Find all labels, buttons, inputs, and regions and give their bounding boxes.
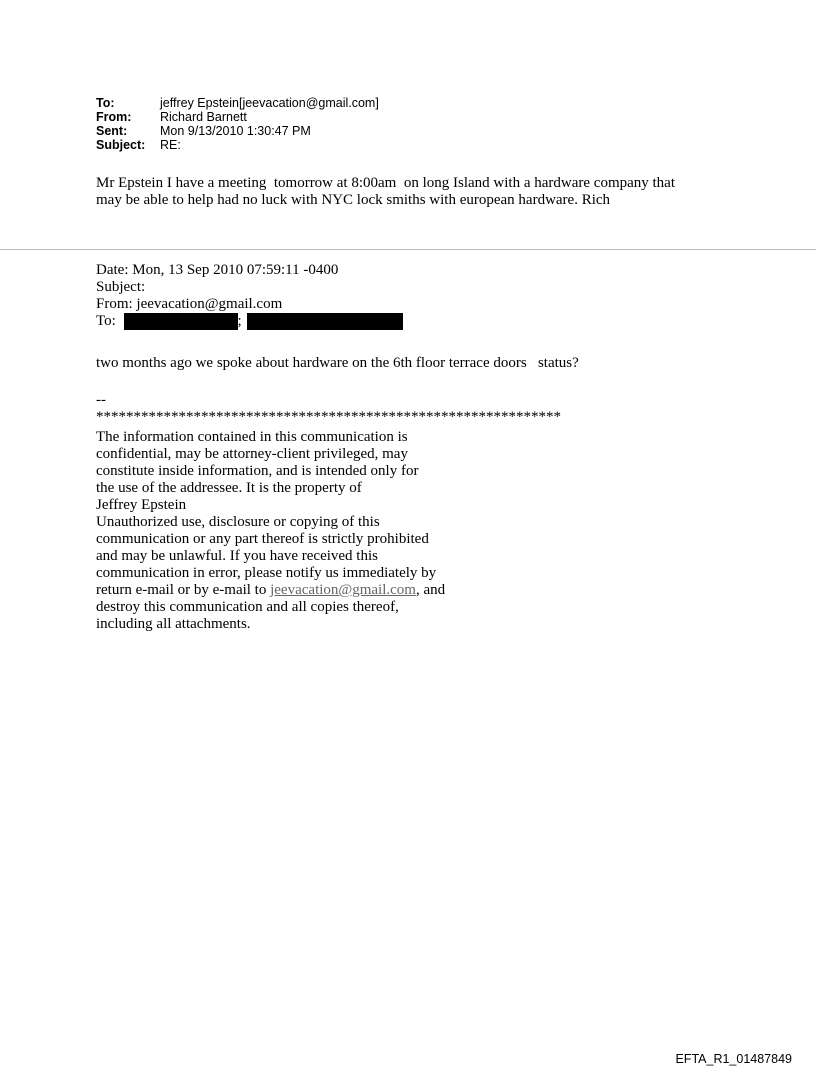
disclaimer-line: the use of the addressee. It is the property of — [96, 480, 362, 496]
sent-label: Sent: — [96, 124, 128, 138]
signature-stars: ************************************************************** — [96, 409, 561, 425]
forwarded-header — [96, 262, 403, 330]
disclaimer-line: The information contained in this communication is — [96, 429, 408, 445]
signature-block — [96, 392, 561, 426]
sent-value: Mon 9/13/2010 1:30:47 PM — [160, 124, 311, 138]
header-sent-row — [96, 124, 379, 138]
to-value: jeffrey Epstein[jeevacation@gmail.com] — [160, 96, 379, 110]
disclaimer-link-line — [96, 582, 516, 599]
header-subject-row — [96, 138, 379, 152]
disclaimer-line: Jeffrey Epstein — [96, 497, 187, 513]
divider — [0, 249, 816, 250]
disclaimer-line: communication or any part thereof is strictly prohibited — [96, 531, 429, 547]
disclaimer — [96, 429, 516, 633]
forwarded-to-row — [96, 313, 403, 330]
disclaimer-suffix: , and — [415, 582, 446, 598]
subject-label: Subject: — [96, 138, 146, 152]
forwarded-date: Date: Mon, 13 Sep 2010 07:59:11 -0400 — [96, 262, 339, 278]
to-separator: ; — [237, 313, 242, 329]
signature-dashes: -- — [96, 392, 106, 408]
disclaimer-line: communication in error, please notify us immediately by — [96, 565, 437, 581]
disclaimer-line: Unauthorized use, disclosure or copying of this — [96, 514, 380, 530]
disclaimer-line: constitute inside information, and is intended only for — [96, 463, 419, 479]
disclaimer-line: including all attachments. — [96, 616, 251, 632]
header-to-row — [96, 96, 379, 110]
reply-line: Mr Epstein I have a meeting tomorrow at 8:00am on long Island with a hardware company that — [96, 175, 676, 191]
redaction-box — [247, 313, 403, 330]
reply-line: may be able to help had no luck with NYC lock smiths with european hardware. Rich — [96, 192, 611, 208]
disclaimer-line: confidential, may be attorney-client privileged, may — [96, 446, 408, 462]
forwarded-to-label: To: — [96, 313, 116, 329]
header-from-row — [96, 110, 379, 124]
forwarded-message: two months ago we spoke about hardware on the 6th floor terrace doors status? — [96, 355, 579, 371]
email-link[interactable]: jeevacation@gmail.com — [270, 582, 416, 598]
forwarded-subject: Subject: — [96, 279, 146, 295]
disclaimer-prefix: return e-mail or by e-mail to — [96, 582, 271, 598]
redaction-box — [124, 313, 238, 330]
from-value: Richard Barnett — [160, 110, 247, 124]
from-label: From: — [96, 110, 132, 124]
disclaimer-line: and may be unlawful. If you have received this — [96, 548, 378, 564]
reply-body — [96, 175, 776, 209]
document-id: EFTA_R1_01487849 — [675, 1052, 792, 1066]
subject-value: RE: — [160, 138, 181, 152]
disclaimer-line: destroy this communication and all copies thereof, — [96, 599, 399, 615]
to-label: To: — [96, 96, 115, 110]
forwarded-from: From: jeevacation@gmail.com — [96, 296, 283, 312]
email-header — [96, 96, 379, 152]
